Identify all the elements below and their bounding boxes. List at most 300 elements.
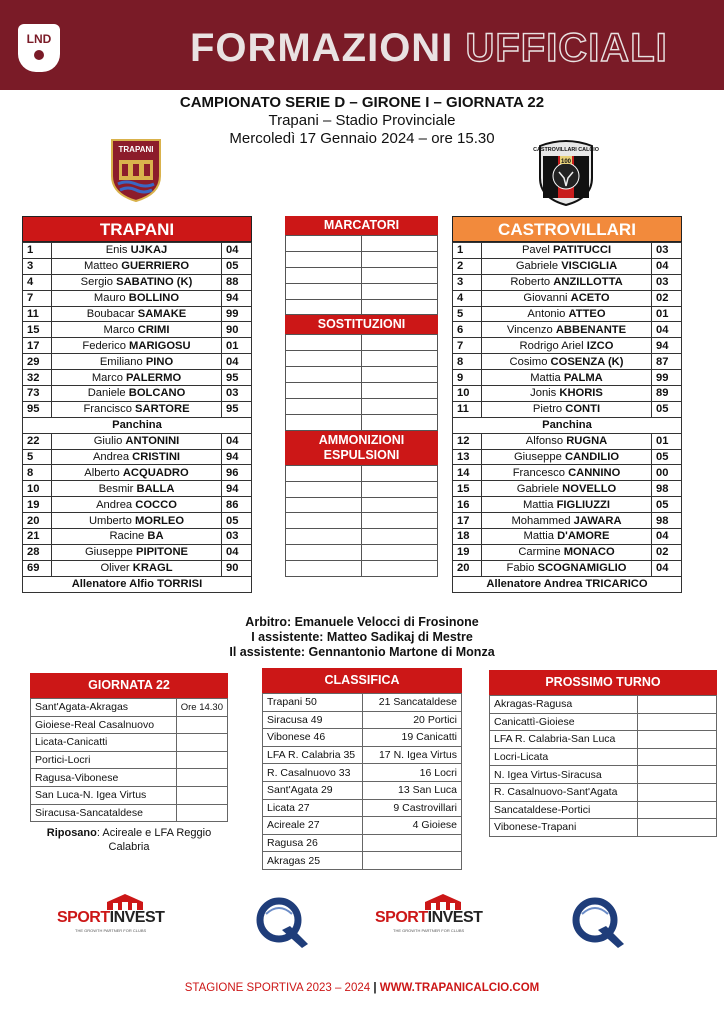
player-code: 95 <box>222 370 252 386</box>
player-row <box>453 338 682 354</box>
event-cell[interactable] <box>362 335 438 351</box>
player-first-name: Mattia <box>523 530 554 543</box>
event-row <box>286 267 438 283</box>
event-cell[interactable] <box>286 351 362 367</box>
player-last-name: COCCO <box>135 498 177 511</box>
shirt-number: 17 <box>23 338 52 354</box>
player-code: 05 <box>652 401 682 417</box>
event-cell[interactable] <box>286 561 362 577</box>
next-fixture-note <box>637 783 716 801</box>
player-code: 05 <box>652 497 682 513</box>
player-last-name: BALLA <box>136 482 175 495</box>
fixture-teams: Portici-Locri <box>31 751 177 769</box>
standings-right: 19 Canicatti <box>362 729 462 747</box>
player-code: 01 <box>652 306 682 322</box>
standings-row <box>263 764 462 782</box>
player-first-name: Alberto <box>84 466 120 479</box>
player-name <box>52 481 222 497</box>
player-name <box>52 497 222 513</box>
player-code: 03 <box>652 243 682 259</box>
footer-season: STAGIONE SPORTIVA 2023 – 2024 <box>184 982 371 994</box>
player-last-name: UJKAJ <box>130 244 168 257</box>
player-name <box>482 544 652 560</box>
away-team-name: CASTROVILLARI <box>452 216 682 242</box>
player-first-name: Antonio <box>527 308 566 320</box>
player-row <box>453 370 682 386</box>
player-code: 94 <box>222 290 252 306</box>
player-code: 94 <box>222 481 252 497</box>
player-code: 04 <box>652 529 682 545</box>
match-events <box>285 216 438 577</box>
standings-left: Ragusa 26 <box>263 834 363 852</box>
event-cell[interactable] <box>286 414 362 430</box>
sportinvest-tagline: THE GROWTH PARTNER FOR CLUBS <box>393 928 465 933</box>
player-row <box>23 386 252 402</box>
home-roster-table <box>22 242 252 593</box>
event-cell[interactable] <box>362 367 438 383</box>
header-banner <box>0 0 724 90</box>
player-last-name: CONTI <box>565 403 601 416</box>
event-cell[interactable] <box>362 383 438 399</box>
player-row <box>23 465 252 481</box>
player-row <box>453 433 682 449</box>
shirt-number: 10 <box>23 481 52 497</box>
sendoffs-label: ESPULSIONI <box>323 447 400 462</box>
event-cell[interactable] <box>362 414 438 430</box>
standings-row <box>263 817 462 835</box>
player-code: 00 <box>652 465 682 481</box>
fixture-row <box>31 734 228 752</box>
player-last-name: JAWARA <box>573 514 622 527</box>
player-row <box>453 322 682 338</box>
player-first-name: Enis <box>105 244 128 257</box>
event-row <box>286 335 438 351</box>
shirt-number: 20 <box>23 513 52 529</box>
substitutions-grid <box>285 334 438 430</box>
player-first-name: Racine <box>109 530 145 543</box>
player-code: 04 <box>222 354 252 370</box>
event-row <box>286 529 438 545</box>
sportinvest-tagline: THE GROWTH PARTNER FOR CLUBS <box>75 928 147 933</box>
event-cell[interactable] <box>286 236 362 252</box>
player-first-name: Rodrigo Ariel <box>519 339 584 352</box>
event-cell[interactable] <box>362 283 438 299</box>
sportinvest-name-part2: INVEST <box>109 909 165 926</box>
home-lineup <box>22 216 252 593</box>
player-row <box>23 306 252 322</box>
shirt-number: 19 <box>453 544 482 560</box>
event-cell[interactable] <box>362 236 438 252</box>
player-name <box>482 401 652 417</box>
event-cell[interactable] <box>286 383 362 399</box>
shirt-number: 1 <box>453 243 482 259</box>
player-last-name: ANZILLOTTA <box>553 276 623 289</box>
scorers-label: MARCATORI <box>285 216 438 235</box>
player-first-name: Francesco <box>512 466 565 479</box>
next-fixture-row <box>490 819 717 837</box>
player-name <box>482 529 652 545</box>
event-row <box>286 367 438 383</box>
shirt-number: 9 <box>453 370 482 386</box>
event-cell[interactable] <box>286 513 362 529</box>
bench-label: Panchina <box>453 417 682 433</box>
standings-right: 17 N. Igea Virtus <box>362 746 462 764</box>
shirt-number: 4 <box>23 274 52 290</box>
player-first-name: Giovanni <box>523 292 568 305</box>
player-name <box>482 449 652 465</box>
event-cell[interactable] <box>286 399 362 415</box>
player-last-name: CRISTINI <box>132 451 181 464</box>
event-row <box>286 414 438 430</box>
player-last-name: BA <box>147 530 164 543</box>
player-name <box>482 386 652 402</box>
event-cell[interactable] <box>362 399 438 415</box>
sportinvest-name-part1: SPORT <box>375 909 428 926</box>
standings-right: 20 Portici <box>362 711 462 729</box>
scorers-grid <box>285 235 438 315</box>
player-code: 94 <box>222 449 252 465</box>
player-row <box>453 401 682 417</box>
castrovillari-crest <box>533 138 599 206</box>
lnd-logo <box>18 24 60 72</box>
player-row <box>453 544 682 560</box>
standings-row <box>263 852 462 870</box>
player-code: 86 <box>222 497 252 513</box>
shirt-number: 18 <box>453 529 482 545</box>
player-row <box>453 290 682 306</box>
fixture-teams: Sant'Agata-Akragas <box>31 699 177 717</box>
player-code: 03 <box>222 386 252 402</box>
event-row <box>286 383 438 399</box>
player-last-name: KHORIS <box>559 387 603 400</box>
event-cell[interactable] <box>286 251 362 267</box>
player-row <box>453 243 682 259</box>
event-cell[interactable] <box>286 529 362 545</box>
shirt-number: 20 <box>453 560 482 576</box>
player-code: 98 <box>652 513 682 529</box>
player-row <box>23 322 252 338</box>
shirt-number: 13 <box>453 449 482 465</box>
shirt-number: 3 <box>453 274 482 290</box>
prossimo-turno-title: PROSSIMO TURNO <box>489 670 717 695</box>
player-name <box>482 370 652 386</box>
player-name <box>52 290 222 306</box>
player-name <box>52 401 222 417</box>
fixture-row <box>31 699 228 717</box>
player-last-name: SCOGNAMIGLIO <box>537 562 627 575</box>
event-row <box>286 251 438 267</box>
event-cell[interactable] <box>362 529 438 545</box>
player-last-name: VISCIGLIA <box>561 260 618 273</box>
sportinvest-name-part2: INVEST <box>427 909 483 926</box>
player-last-name: MARIGOSU <box>129 339 191 352</box>
player-name <box>482 465 652 481</box>
player-name <box>52 354 222 370</box>
bench-header-row <box>453 417 682 433</box>
page-title <box>190 26 668 71</box>
player-first-name: Mattia <box>530 371 561 384</box>
next-fixture-note <box>637 713 716 731</box>
player-last-name: PINO <box>145 355 174 368</box>
standings-left: Akragas 25 <box>263 852 363 870</box>
player-code: 05 <box>222 258 252 274</box>
event-row <box>286 283 438 299</box>
shirt-number: 17 <box>453 513 482 529</box>
event-cell[interactable] <box>286 545 362 561</box>
event-cell[interactable] <box>362 513 438 529</box>
event-cell[interactable] <box>286 299 362 315</box>
player-last-name: CANNINO <box>568 466 621 479</box>
event-cell[interactable] <box>362 561 438 577</box>
player-first-name: Marco <box>103 323 135 336</box>
fixture-time: Ore 14.30 <box>176 699 227 717</box>
shirt-number: 7 <box>23 290 52 306</box>
player-last-name: GUERRIERO <box>121 260 190 273</box>
title-ufficiali: UFFICIALI <box>465 26 668 70</box>
player-name <box>482 560 652 576</box>
player-code: 98 <box>652 481 682 497</box>
assistant-referee-2: Il assistente: Gennantonio Martone di Monza <box>229 645 495 659</box>
standings-right: 16 Locri <box>362 764 462 782</box>
event-cell[interactable] <box>286 335 362 351</box>
event-cell[interactable] <box>286 481 362 497</box>
player-last-name: BOLLINO <box>128 292 180 305</box>
event-cell[interactable] <box>286 367 362 383</box>
player-row <box>23 354 252 370</box>
player-name <box>482 290 652 306</box>
player-name <box>482 433 652 449</box>
shirt-number: 28 <box>23 544 52 560</box>
player-last-name: PALMA <box>563 371 603 384</box>
event-cell[interactable] <box>362 465 438 481</box>
standings-left: Licata 27 <box>263 799 363 817</box>
player-first-name: Giuseppe <box>513 451 562 464</box>
shirt-number: 21 <box>23 529 52 545</box>
standings-left: Siracusa 49 <box>263 711 363 729</box>
player-last-name: NOVELLO <box>562 482 617 495</box>
standings-right: 4 Gioiese <box>362 817 462 835</box>
player-code: 90 <box>222 322 252 338</box>
shirt-number: 73 <box>23 386 52 402</box>
coach-row <box>453 576 682 592</box>
ball-icon <box>34 50 44 60</box>
player-first-name: Francisco <box>83 403 132 416</box>
standings-row <box>263 729 462 747</box>
player-last-name: BOLCANO <box>128 387 186 400</box>
event-cell[interactable] <box>362 267 438 283</box>
player-code: 02 <box>652 544 682 560</box>
classifica-title: CLASSIFICA <box>262 668 462 693</box>
player-row <box>453 513 682 529</box>
player-name <box>482 497 652 513</box>
away-lineup <box>452 216 682 593</box>
player-first-name: Federico <box>82 339 126 352</box>
player-name <box>52 258 222 274</box>
sportinvest-name <box>57 909 164 927</box>
player-code: 05 <box>652 449 682 465</box>
standings-right <box>362 834 462 852</box>
next-fixture-row <box>490 713 717 731</box>
player-name <box>52 386 222 402</box>
player-first-name: Marco <box>91 371 123 384</box>
bench-header-row <box>23 417 252 433</box>
player-row <box>453 258 682 274</box>
standings-row <box>263 694 462 712</box>
event-cell[interactable] <box>362 299 438 315</box>
standings-left: Sant'Agata 29 <box>263 781 363 799</box>
away-roster-table <box>452 242 682 593</box>
lnd-logo-text: LND <box>26 32 52 46</box>
next-fixture-teams: Vibonese-Trapani <box>490 819 638 837</box>
fixture-teams: San Luca-N. Igea Virtus <box>31 786 177 804</box>
title-formazioni: FORMAZIONI <box>190 26 454 70</box>
player-last-name: RUGNA <box>566 435 608 448</box>
player-last-name: ACQUADRO <box>122 466 189 479</box>
shirt-number: 6 <box>453 322 482 338</box>
fixture-row <box>31 786 228 804</box>
player-name <box>482 306 652 322</box>
player-name <box>52 544 222 560</box>
fixture-time <box>176 734 227 752</box>
castrovillari-crest-text: CASTROVILLARI CALCIO <box>533 147 599 153</box>
player-first-name: Matteo <box>83 260 119 273</box>
datetime-line: Mercoledì 17 Gennaio 2024 – ore 15.30 <box>229 130 495 147</box>
player-first-name: Alfonso <box>525 435 564 448</box>
shirt-number: 15 <box>23 322 52 338</box>
player-row <box>23 370 252 386</box>
standings-left: Vibonese 46 <box>263 729 363 747</box>
next-fixture-row <box>490 783 717 801</box>
fixture-teams: Siracusa-Sancataldese <box>31 804 177 822</box>
player-name <box>482 322 652 338</box>
player-first-name: Gabriele <box>515 260 559 273</box>
next-fixture-note <box>637 819 716 837</box>
player-first-name: Vincenzo <box>506 323 553 336</box>
event-row <box>286 236 438 252</box>
event-cell[interactable] <box>362 481 438 497</box>
event-cell[interactable] <box>286 497 362 513</box>
player-first-name: Andrea <box>92 451 130 464</box>
player-first-name: Besmir <box>98 482 134 495</box>
player-code: 95 <box>222 401 252 417</box>
player-last-name: ABBENANTE <box>555 323 627 336</box>
player-code: 04 <box>222 433 252 449</box>
standings-right: 13 San Luca <box>362 781 462 799</box>
player-row <box>453 354 682 370</box>
player-name <box>52 274 222 290</box>
next-fixture-note <box>637 766 716 784</box>
next-fixture-note <box>637 731 716 749</box>
player-code: 89 <box>652 386 682 402</box>
cards-label <box>285 431 438 465</box>
player-last-name: ATTEO <box>568 308 606 320</box>
player-name <box>52 529 222 545</box>
event-row <box>286 497 438 513</box>
player-row <box>23 544 252 560</box>
player-row <box>453 274 682 290</box>
player-last-name: IZCO <box>586 339 614 352</box>
venue-line: Trapani – Stadio Provinciale <box>268 112 456 129</box>
q-sponsor-logo-icon <box>568 894 626 952</box>
next-fixture-teams: Locri-Licata <box>490 748 638 766</box>
player-name <box>482 481 652 497</box>
fixture-time <box>176 804 227 822</box>
standings-left: R. Casalnuovo 33 <box>263 764 363 782</box>
player-row <box>23 513 252 529</box>
fixture-teams: Licata-Canicatti <box>31 734 177 752</box>
event-cell[interactable] <box>362 497 438 513</box>
captain-mark: (K) <box>604 355 624 368</box>
shirt-number: 3 <box>23 258 52 274</box>
event-cell[interactable] <box>286 267 362 283</box>
player-name <box>482 243 652 259</box>
player-row <box>23 274 252 290</box>
standings-row <box>263 799 462 817</box>
player-last-name: MORLEO <box>134 514 185 527</box>
standings-left: Acireale 27 <box>263 817 363 835</box>
event-row <box>286 465 438 481</box>
sportinvest-logo-1 <box>57 893 187 933</box>
player-name <box>482 274 652 290</box>
player-code: 87 <box>652 354 682 370</box>
shirt-number: 7 <box>453 338 482 354</box>
player-row <box>23 290 252 306</box>
shirt-number: 4 <box>453 290 482 306</box>
player-code: 88 <box>222 274 252 290</box>
next-fixture-row <box>490 801 717 819</box>
event-row <box>286 545 438 561</box>
footer-url[interactable]: WWW.TRAPANICALCIO.COM <box>379 982 540 994</box>
event-cell[interactable] <box>362 545 438 561</box>
player-name <box>52 370 222 386</box>
fixture-row <box>31 716 228 734</box>
player-last-name: FIGLIUZZI <box>556 498 611 511</box>
shirt-number: 8 <box>453 354 482 370</box>
referee: Arbitro: Emanuele Velocci di Frosinone <box>245 615 479 629</box>
rest-text: : Acireale e LFA Reggio Calabria <box>96 827 212 854</box>
standings-row <box>263 711 462 729</box>
player-row <box>453 306 682 322</box>
substitutions-label: SOSTITUZIONI <box>285 315 438 334</box>
player-code: 05 <box>222 513 252 529</box>
player-first-name: Jonis <box>530 387 557 400</box>
event-row <box>286 299 438 315</box>
coach-row <box>23 576 252 592</box>
player-name <box>482 258 652 274</box>
standings-row <box>263 834 462 852</box>
player-name <box>52 306 222 322</box>
player-first-name: Mattia <box>522 498 554 511</box>
player-name <box>52 449 222 465</box>
player-last-name: PALERMO <box>126 371 182 384</box>
event-cell[interactable] <box>362 251 438 267</box>
event-cell[interactable] <box>286 283 362 299</box>
shirt-number: 8 <box>23 465 52 481</box>
fixture-time <box>176 786 227 804</box>
player-code: 96 <box>222 465 252 481</box>
event-cell[interactable] <box>362 351 438 367</box>
event-row <box>286 399 438 415</box>
cards-grid <box>285 465 438 577</box>
player-last-name: ANTONINI <box>125 435 180 448</box>
player-first-name: Boubacar <box>86 308 135 320</box>
event-cell[interactable] <box>286 465 362 481</box>
player-row <box>453 465 682 481</box>
next-fixture-teams: Sancataldese-Portici <box>490 801 638 819</box>
player-code: 03 <box>222 529 252 545</box>
sportinvest-name <box>375 909 482 927</box>
player-name <box>52 560 222 576</box>
